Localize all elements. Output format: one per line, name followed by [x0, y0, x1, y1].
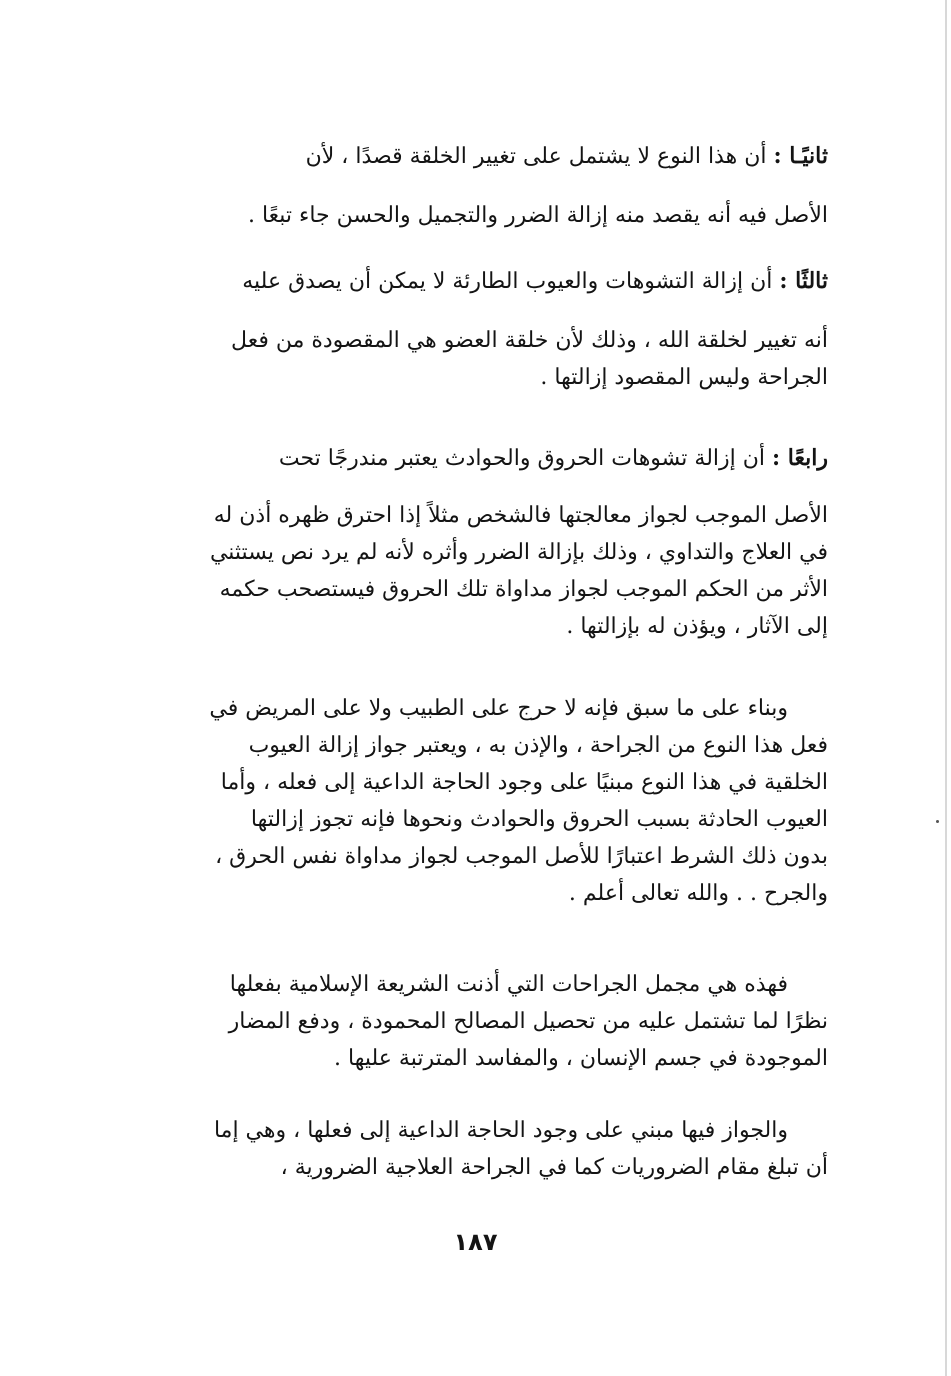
line-text: أن هذا النوع لا يشتمل على تغيير الخلقة قصدًا ، لأن — [305, 144, 767, 169]
paragraph-line: الأصل الموجب لجواز معالجتها فالشخص مثلاً إذا احترق ظهره أذن له — [213, 503, 828, 528]
paragraph-conclusion — [118, 690, 828, 912]
paragraph-second-point — [118, 138, 828, 234]
paragraph-line: أن تبلغ مقام الضروريات كما في الجراحة العلاجية الضرورية ، — [280, 1155, 828, 1180]
paragraph-line: العيوب الحادثة بسبب الحروق والحوادث ونحوها فإنه تجوز إزالتها — [250, 807, 828, 832]
paragraph-line: نظرًا لما تشتمل عليه من تحصيل المصالح المحمودة ، ودفع المضار — [228, 1009, 828, 1034]
paragraph-summary — [118, 966, 828, 1077]
line-text: أن إزالة التشوهات والعيوب الطارئة لا يمكن أن يصدق عليه — [242, 269, 773, 294]
paragraph-line: أنه تغيير لخلقة الله ، وذلك لأن خلقة العضو هي المقصودة من فعل — [231, 328, 828, 353]
paragraph-line: فهذه هي مجمل الجراحات التي أذنت الشريعة الإسلامية بفعلها — [229, 972, 788, 997]
paragraph-line: وبناء على ما سبق فإنه لا حرج على الطبيب ولا على المريض في — [209, 696, 788, 721]
paragraph-line: والجواز فيها مبني على وجود الحاجة الداعية إلى فعلها ، وهي إما — [213, 1118, 788, 1143]
paragraph-line: الأثر من الحكم الموجب لجواز مداواة تلك الحروق فيستصحب حكمه — [219, 577, 828, 602]
paragraph-line: إلى الآثار ، ويؤذن له بإزالتها . — [566, 614, 828, 639]
paragraph-lead: ثالثًا : — [779, 268, 828, 294]
paragraph-line: الموجودة في جسم الإنسان ، والمفاسد المترتبة عليها . — [334, 1046, 828, 1071]
paragraph-line: فعل هذا النوع من الجراحة ، والإذن به ، ويعتبر جواز إزالة العيوب — [248, 733, 828, 758]
scan-speck — [936, 820, 939, 823]
paragraph-line: الخلقية في هذا النوع مبنيًا على وجود الحاجة الداعية إلى فعله ، وأما — [220, 770, 828, 795]
paragraph-lead: ثانيًـا : — [773, 143, 828, 169]
paragraph-line: في العلاج والتداوي ، وذلك بإزالة الضرر وأثره لأنه لم يرد نص يستثني — [209, 540, 828, 565]
scan-edge-shadow — [945, 0, 947, 1376]
page-number: ١٨٧ — [453, 1228, 498, 1256]
paragraph-line — [118, 138, 828, 175]
paragraph-third-point — [118, 263, 828, 396]
paragraph-line: الجراحة وليس المقصود إزالتها . — [540, 365, 828, 390]
paragraph-fourth-point — [118, 440, 828, 645]
paragraph-line: بدون ذلك الشرط اعتبارًا للأصل الموجب لجواز مداواة نفس الحرق ، — [215, 844, 828, 869]
line-text: أن إزالة تشوهات الحروق والحوادث يعتبر مندرجًا تحت — [278, 446, 766, 471]
paragraph-line — [118, 263, 828, 300]
paragraph-line: والجرح . . والله تعالى أعلم . — [568, 881, 828, 906]
paragraph-line: الأصل فيه أنه يقصد منه إزالة الضرر والتجميل والحسن جاء تبعًا . — [247, 203, 828, 228]
paragraph-line — [118, 440, 828, 477]
paragraph-permissibility — [118, 1112, 828, 1186]
paragraph-lead: رابعًا : — [772, 445, 828, 471]
